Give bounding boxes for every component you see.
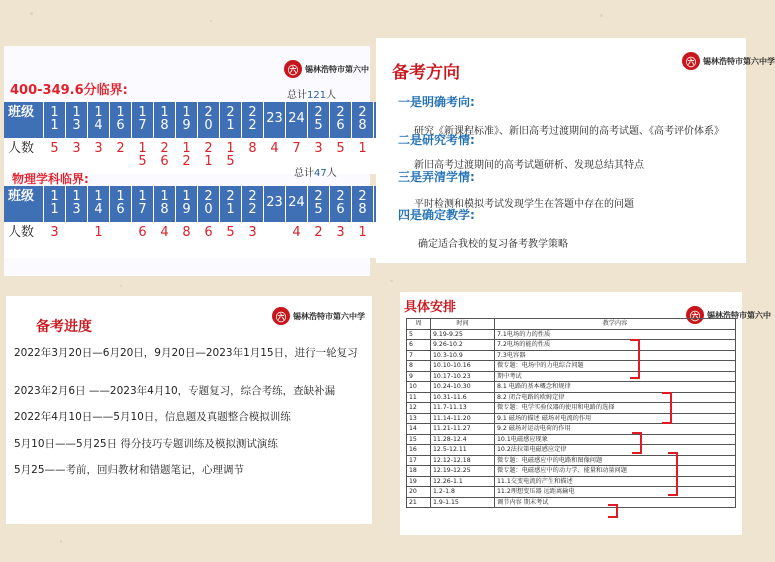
cell-time: 10.31-11.6 [431, 392, 495, 403]
cell-week: 7 [407, 350, 431, 361]
cell-time: 12.5-12.11 [431, 445, 495, 456]
student-count-cell: 3 [330, 222, 352, 258]
table-row [407, 392, 736, 403]
school-name: 锡林浩特市第六中学 [293, 311, 365, 321]
cell-content: 10.1电磁感应现象 [495, 434, 736, 445]
school-name: 锡林浩特市第六中 [707, 310, 771, 320]
cell-content: 微专题：电场中的力电综合问题 [495, 361, 736, 372]
progress-line-3: 2022年4月10日——5月10日，信息题及真题整合模拟训练 [14, 411, 291, 423]
table-row [407, 350, 736, 361]
direction-heading-4: 四是确定教学: [398, 208, 475, 222]
student-count-cell: 1 [352, 222, 374, 258]
class-header-cell: 1 8 [154, 186, 176, 222]
class-header-cell: 1 9 [176, 102, 198, 138]
cell-time: 11.28-12.4 [431, 434, 495, 445]
student-count-cell: 5 [220, 222, 242, 258]
class-count-table-2 [4, 186, 396, 258]
schedule-table [406, 318, 736, 508]
table-row [407, 455, 736, 466]
cell-time: 9.19-9.25 [431, 329, 495, 340]
cell-week: 8 [407, 361, 431, 372]
cell-week: 19 [407, 476, 431, 487]
school-logo [682, 52, 775, 70]
group-bracket [668, 452, 678, 496]
cell-content: 11.2理想变压器 远距离输电 [495, 487, 736, 498]
table-row [407, 466, 736, 477]
student-count-cell: 4 [286, 222, 308, 258]
student-count-cell: 2 [110, 138, 132, 174]
student-count-cell: 5 [44, 138, 66, 174]
student-count-label: 人数 [4, 138, 44, 174]
class-header-cell: 1 8 [154, 102, 176, 138]
cell-content: 9.2 磁场对运动电荷的作用 [495, 424, 736, 435]
student-count-cell: 5 [330, 138, 352, 174]
cell-time: 11.14-11.20 [431, 413, 495, 424]
cell-week: 20 [407, 487, 431, 498]
column-header-content: 教学内容 [495, 319, 736, 330]
cell-week: 14 [407, 424, 431, 435]
cell-week: 11 [407, 392, 431, 403]
class-header-cell: 2 2 [242, 102, 264, 138]
direction-heading-1: 一是明确考向: [398, 95, 475, 109]
panel-title: 备考方向 [392, 63, 460, 83]
table-row [407, 487, 736, 498]
cell-week: 21 [407, 497, 431, 508]
class-header-cell: 1 9 [176, 186, 198, 222]
cell-week: 15 [407, 434, 431, 445]
cell-content: 期中考试 [495, 371, 736, 382]
class-header-cell: 1 3 [66, 186, 88, 222]
student-count-cell: 1 [352, 138, 374, 174]
class-header-cell: 24 [286, 186, 308, 222]
class-header-cell: 1 3 [66, 102, 88, 138]
class-header-cell: 2 8 [352, 186, 374, 222]
student-count-cell: 8 [176, 222, 198, 258]
cell-time: 12.12-12.18 [431, 455, 495, 466]
cell-content: 8.1 电路的基本概念和规律 [495, 382, 736, 393]
cell-time: 10.17-10.23 [431, 371, 495, 382]
class-header-cell: 1 6 [110, 102, 132, 138]
class-header-cell: 1 1 [44, 102, 66, 138]
cell-content: 调节内容 期末考试 [495, 497, 736, 508]
student-count-cell: 3 [88, 138, 110, 174]
cell-time: 10.10-10.16 [431, 361, 495, 372]
cell-content: 7.3电容器 [495, 350, 736, 361]
exam-progress-panel [6, 296, 372, 524]
student-count-cell: 1 5 [220, 138, 242, 174]
group-bracket [632, 432, 642, 454]
progress-line-5: 5月25——考前，回归教材和错题笔记，心理调节 [14, 464, 245, 476]
table-row [407, 403, 736, 414]
school-logo [272, 307, 365, 325]
cell-time: 10.24-10.30 [431, 382, 495, 393]
physics-critical-heading: 物理学科临界: [12, 172, 89, 186]
total-count-1: 总计121人 [287, 90, 337, 101]
table-row [407, 329, 736, 340]
cell-time: 1.2-1.8 [431, 487, 495, 498]
cell-week: 6 [407, 340, 431, 351]
cell-week: 18 [407, 466, 431, 477]
student-count-cell: 3 [308, 138, 330, 174]
cell-week: 9 [407, 371, 431, 382]
class-header-cell: 2 6 [330, 102, 352, 138]
cell-time: 1.9-1.15 [431, 497, 495, 508]
cell-content: 7.1电场的力的性质 [495, 329, 736, 340]
class-header-cell: 23 [264, 102, 286, 138]
school-emblem-icon: ㊅ [682, 52, 700, 70]
table-row [407, 497, 736, 508]
column-header-week: 周 [407, 319, 431, 330]
school-emblem-icon: ㊅ [284, 60, 302, 78]
school-name: 锡林浩特市第六中 [305, 64, 369, 74]
table-header-row [407, 319, 736, 330]
cell-time: 12.26-1.1 [431, 476, 495, 487]
student-count-cell: 2 1 [198, 138, 220, 174]
table-row [407, 476, 736, 487]
cell-content: 微专题：电磁感应中的电路和图像问题 [495, 455, 736, 466]
class-header-cell: 1 6 [110, 186, 132, 222]
class-header-cell: 2 2 [242, 186, 264, 222]
student-count-cell: 1 [88, 222, 110, 258]
class-count-table-1 [4, 102, 396, 174]
cell-content: 9.1 磁场的描述 磁场对电流的作用 [495, 413, 736, 424]
cell-content: 7.2电场的能的性质 [495, 340, 736, 351]
cell-week: 12 [407, 403, 431, 414]
student-count-cell: 3 [66, 138, 88, 174]
student-count-cell [264, 222, 286, 258]
class-header-cell: 2 0 [198, 102, 220, 138]
direction-text-1: 研究《新课程标准》、新旧高考过渡期间的高考试题、《高考评价体系》 [414, 126, 724, 137]
class-header-cell: 2 6 [330, 186, 352, 222]
student-count-cell: 4 [154, 222, 176, 258]
student-count-cell: 3 [242, 222, 264, 258]
student-count-cell [110, 222, 132, 258]
direction-heading-2: 二是研究考情: [398, 133, 475, 147]
group-bracket [608, 504, 618, 518]
cell-week: 16 [407, 445, 431, 456]
score-range-heading: 400-349.6分临界: [10, 83, 128, 98]
school-emblem-icon: ㊅ [686, 306, 704, 324]
class-header-label: 班级 [4, 186, 44, 222]
class-header-cell: 1 1 [44, 186, 66, 222]
panel-title: 具体安排 [404, 300, 457, 315]
student-count-cell: 6 [198, 222, 220, 258]
cell-time: 9.26-10.2 [431, 340, 495, 351]
cell-week: 10 [407, 382, 431, 393]
group-bracket [630, 339, 640, 379]
student-count-cell: 2 6 [154, 138, 176, 174]
table-row [407, 382, 736, 393]
cell-week: 13 [407, 413, 431, 424]
class-header-cell: 1 7 [132, 102, 154, 138]
student-count-cell [66, 222, 88, 258]
progress-line-2: 2023年2月6日 ——2023年4月10，专题复习，综合考练，查缺补漏 [14, 385, 336, 397]
table-row [407, 413, 736, 424]
cell-time: 11.7-11.13 [431, 403, 495, 414]
direction-text-2: 新旧高考过渡期间的高考试题研析、发现总结其特点 [414, 160, 644, 171]
panel-title: 备考进度 [36, 319, 92, 335]
cell-content: 10.2法拉第电磁感应定律 [495, 445, 736, 456]
cell-content: 微专题：电学实验仪器的使用和电路的选择 [495, 403, 736, 414]
cell-content: 11.1交变电流的产生和描述 [495, 476, 736, 487]
table-row [407, 445, 736, 456]
group-bracket [662, 392, 672, 424]
table-row [407, 424, 736, 435]
cell-time: 10.3-10.9 [431, 350, 495, 361]
class-header-cell: 2 0 [198, 186, 220, 222]
cell-time: 11.21-11.27 [431, 424, 495, 435]
class-header-cell: 23 [264, 186, 286, 222]
cell-time: 12.19-12.25 [431, 466, 495, 477]
class-header-cell: 1 4 [88, 186, 110, 222]
cell-content: 8.2 闭合电路的欧姆定律 [495, 392, 736, 403]
student-count-label: 人数 [4, 222, 44, 258]
progress-line-4: 5月10日——5月25日 得分技巧专题训练及模拟测试演练 [14, 438, 278, 450]
student-count-cell: 3 [44, 222, 66, 258]
student-count-cell: 6 [132, 222, 154, 258]
school-name: 锡林浩特市第六中学 [703, 56, 775, 66]
table-row [407, 371, 736, 382]
class-header-cell: 1 7 [132, 186, 154, 222]
class-header-cell: 1 4 [88, 102, 110, 138]
student-count-cell: 7 [286, 138, 308, 174]
student-count-cell: 1 5 [132, 138, 154, 174]
class-header-cell: 24 [286, 102, 308, 138]
class-header-cell: 2 5 [308, 102, 330, 138]
critical-students-panel [4, 46, 370, 276]
schedule-panel [400, 292, 771, 535]
table-row [407, 340, 736, 351]
class-header-label: 班级 [4, 102, 44, 138]
school-logo [284, 60, 369, 78]
direction-text-3: 平时检测和模拟考试发现学生在答题中存在的问题 [414, 199, 634, 210]
table-row [407, 361, 736, 372]
student-count-cell: 4 [264, 138, 286, 174]
school-emblem-icon: ㊅ [272, 307, 290, 325]
student-count-cell: 2 [308, 222, 330, 258]
direction-text-4: 确定适合我校的复习备考教学策略 [418, 239, 568, 250]
cell-content: 微专题：电磁感应中的动力学、能量和动量问题 [495, 466, 736, 477]
direction-heading-3: 三是弄清学情: [398, 170, 475, 184]
class-header-cell: 2 5 [308, 186, 330, 222]
table-row [407, 434, 736, 445]
class-header-cell: 2 8 [352, 102, 374, 138]
student-count-cell: 8 [242, 138, 264, 174]
exam-direction-panel [376, 38, 775, 263]
class-header-cell: 2 1 [220, 186, 242, 222]
cell-week: 17 [407, 455, 431, 466]
progress-line-1: 2022年3月20日—6月20日，9月20日—2023年1月15日，进行一轮复习 [14, 347, 358, 359]
total-count-2: 总计47人 [294, 168, 337, 179]
column-header-time: 时间 [431, 319, 495, 330]
cell-week: 5 [407, 329, 431, 340]
student-count-cell: 1 2 [176, 138, 198, 174]
class-header-cell: 2 1 [220, 102, 242, 138]
